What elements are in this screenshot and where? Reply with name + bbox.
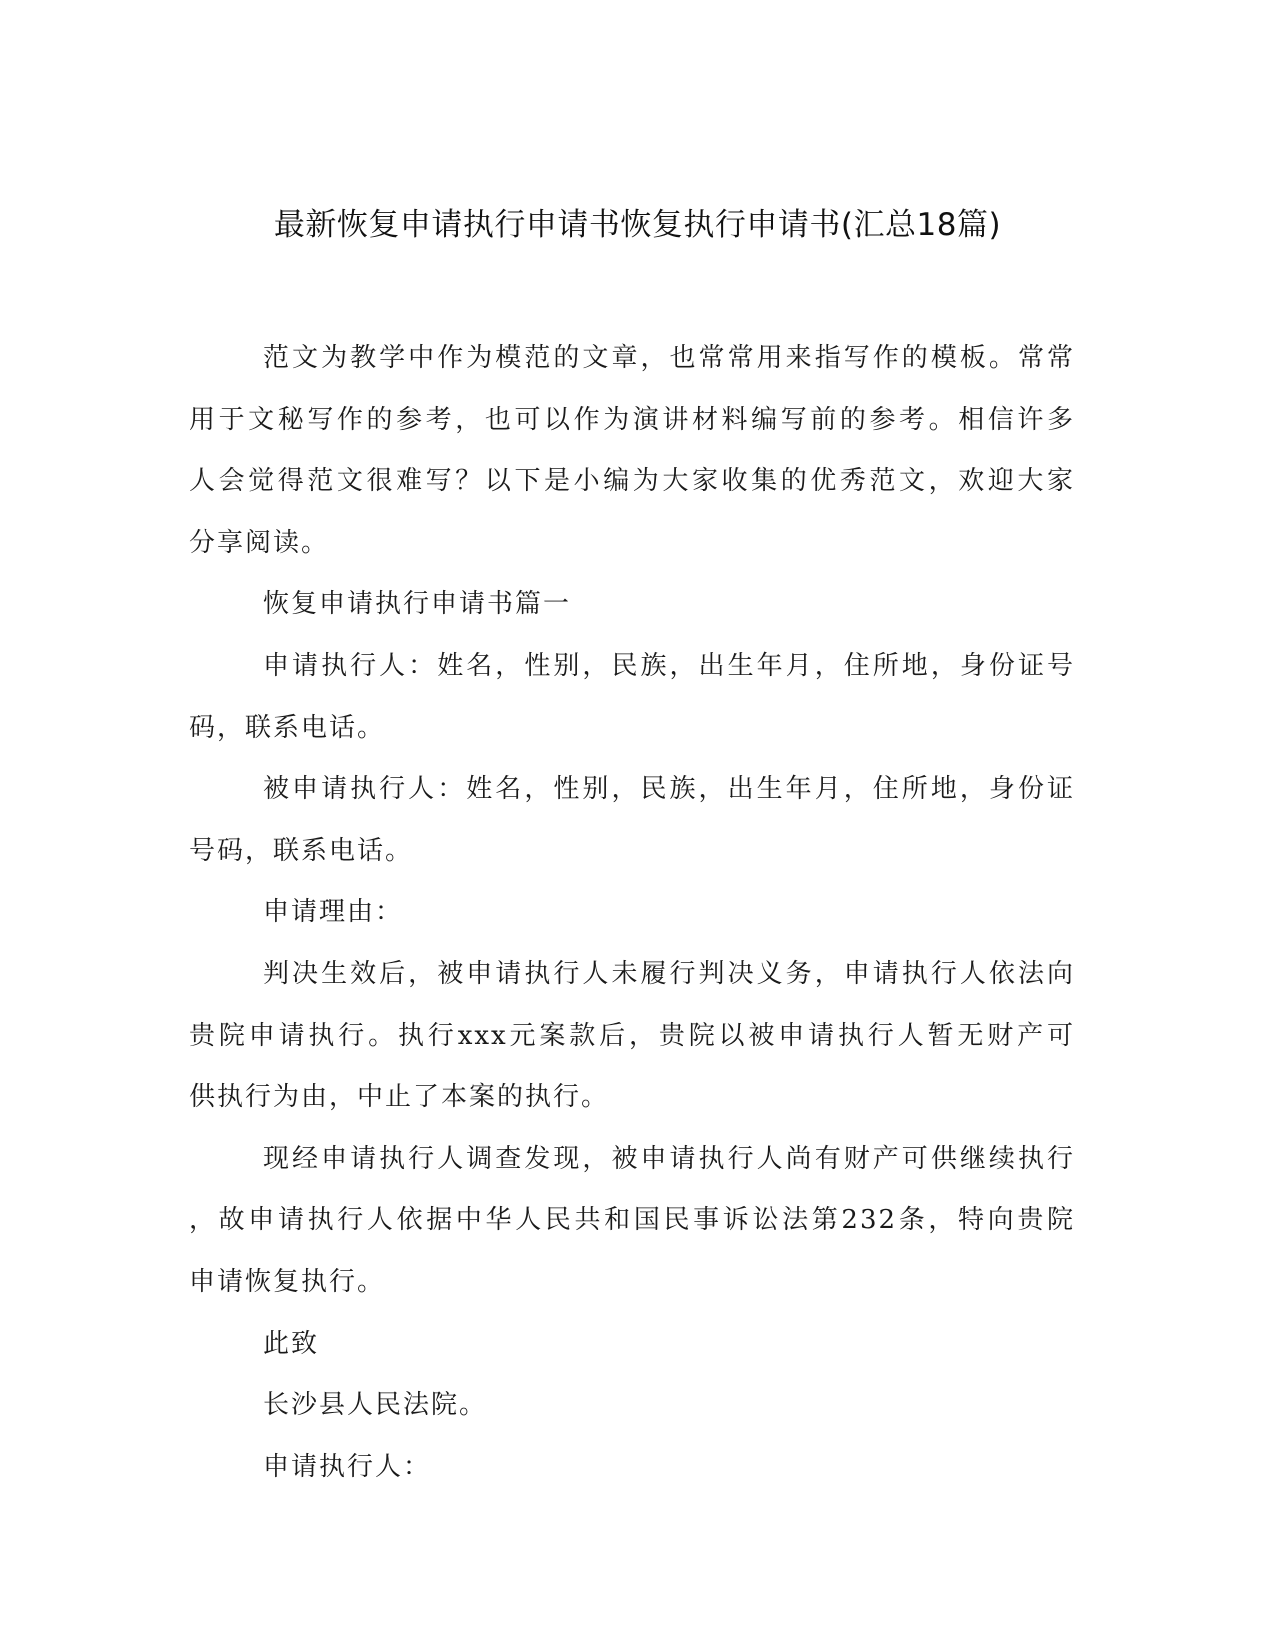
text-line: ，故申请执行人依据中华人民共和国民事诉讼法第232条，特向贵院 — [189, 1205, 1075, 1236]
text-line: 此致 — [263, 1328, 320, 1359]
text-line: 贵院申请执行。执行xxx元案款后，贵院以被申请执行人暂无财产可 — [189, 1020, 1075, 1051]
text-line: 被申请执行人：姓名，性别，民族，出生年月，住所地，身份证 — [263, 774, 1075, 805]
document-title: 最新恢复申请执行申请书恢复执行申请书(汇总18篇) — [273, 207, 1002, 243]
text-line: 号码，联系电话。 — [189, 835, 414, 866]
text-line: 现经申请执行人调查发现，被申请执行人尚有财产可供继续执行 — [263, 1143, 1075, 1174]
text-line: 申请理由： — [263, 897, 404, 928]
text-line: 分享阅读。 — [189, 527, 330, 558]
text-line: 恢复申请执行申请书篇一 — [263, 589, 572, 620]
text-line: 范文为教学中作为模范的文章，也常常用来指写作的模板。常常 — [263, 343, 1075, 373]
text-line: 申请执行人： — [263, 1451, 432, 1482]
text-line: 判决生效后，被申请执行人未履行判决义务，申请执行人依法向 — [263, 958, 1075, 989]
text-line: 长沙县人民法院。 — [263, 1390, 488, 1421]
text-line: 人会觉得范文很难写？以下是小编为大家收集的优秀范文，欢迎大家 — [189, 466, 1075, 497]
text-line: 申请执行人：姓名，性别，民族，出生年月，住所地，身份证号 — [263, 650, 1075, 681]
text-line: 申请恢复执行。 — [189, 1266, 386, 1297]
text-line: 用于文秘写作的参考，也可以作为演讲材料编写前的参考。相信许多 — [189, 404, 1075, 435]
document-body — [189, 328, 1075, 1498]
text-line: 码，联系电话。 — [189, 712, 386, 743]
text-line: 供执行为由，中止了本案的执行。 — [189, 1082, 610, 1113]
